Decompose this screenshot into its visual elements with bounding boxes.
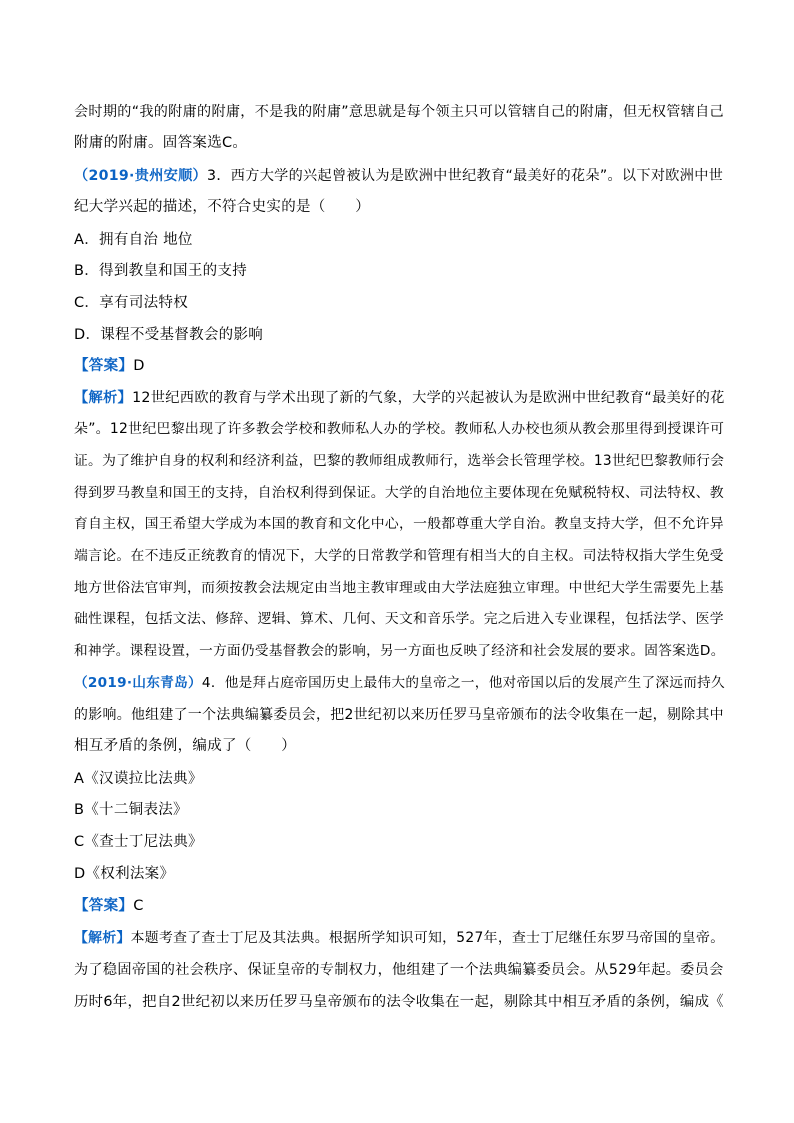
text-line: 纪大学兴起的描述，不符合史实的是（ ） — [74, 199, 370, 215]
answer-line — [74, 896, 144, 916]
option-d: D《权利法案》 — [74, 866, 175, 882]
option-c: C《查士丁尼法典》 — [74, 834, 203, 850]
answer-value: C — [133, 898, 144, 914]
question-text: 3．西方大学的兴起曾被认为是欧洲中世纪教育“最美好的花朵”。以下对欧洲中世 — [207, 168, 724, 184]
option-c: C．享有司法特权 — [74, 295, 189, 311]
option-d: D．课程不受基督教会的影响 — [74, 327, 264, 343]
analysis-label: 【解析】 — [74, 390, 133, 406]
answer-value: D — [133, 358, 145, 374]
text-line: 础性课程，包括文法、修辞、逻辑、算术、几何、天文和音乐学。完之后进入专业课程，包括法学、医学 — [74, 611, 724, 627]
question-source-tag: （2019·山东青岛） — [74, 675, 202, 691]
text-line: 历时6年，把自2世纪初以来历任罗马皇帝颁布的法令收集在一起，剔除其中相互矛盾的条例，编成《 — [74, 994, 724, 1010]
analysis-label: 【解析】 — [74, 930, 131, 946]
answer-label: 【答案】 — [74, 898, 134, 914]
question-4 — [74, 673, 725, 693]
text-line: 和神学。课程设置，一方面仍受基督教会的影响，另一方面也反映了经济和社会发展的要求。固答案选D。 — [74, 643, 725, 659]
text-line: 证。为了维护自身的权利和经济利益，巴黎的教师组成教师行，选举会长管理学校。13世纪巴黎教师行会 — [74, 453, 725, 469]
question-3 — [74, 166, 723, 186]
question-text: 4．他是拜占庭帝国历史上最伟大的皇帝之一，他对帝国以后的发展产生了深远而持久 — [201, 675, 725, 691]
text-line: 附庸的附庸。固答案选C。 — [74, 135, 248, 151]
analysis-text: 12世纪西欧的教育与学术出现了新的气象，大学的兴起被认为是欧洲中世纪教育“最美好的花 — [132, 390, 725, 406]
answer-line — [74, 356, 145, 376]
option-a: A．拥有自治 地位 — [74, 232, 193, 248]
text-line: 朵”。12世纪巴黎出现了许多教会学校和教师私人办的学校。教师私人办校也须从教会那里得到授课许可 — [74, 421, 725, 437]
text-line: 为了稳固帝国的社会秩序、保证皇帝的专制权力，他组建了一个法典编纂委员会。从529年起。委员会 — [74, 962, 724, 978]
text-line: 育自主权，国王希望大学成为本国的教育和文化中心，一般都尊重大学自治。教皇支持大学，但不允许异 — [74, 516, 724, 532]
text-line: 的影响。他组建了一个法典编纂委员会，把2世纪初以来历任罗马皇帝颁布的法令收集在一起，剔除其中 — [74, 707, 724, 723]
analysis-text: 本题考查了查士丁尼及其法典。根据所学知识可知，527年，查士丁尼继任东罗马帝国的皇帝。 — [130, 930, 725, 946]
analysis-line — [74, 928, 724, 948]
text-line: 得到罗马教皇和国王的支持，自治权利得到保证。大学的自治地位主要体现在免赋税特权、司法特权、教 — [74, 485, 724, 501]
text-line: 端言论。在不违反正统教育的情况下，大学的日常教学和管理有相当大的自主权。司法特权指大学生免受 — [74, 548, 724, 564]
option-b: B《十二铜表法》 — [74, 802, 188, 818]
text-line: 相互矛盾的条例，编成了（ ） — [74, 738, 296, 754]
text-line: 会时期的“我的附庸的附庸，不是我的附庸”意思就是每个领主只可以管辖自己的附庸，但无权管辖自己 — [74, 104, 724, 120]
answer-label: 【答案】 — [74, 358, 134, 374]
question-source-tag: （2019·贵州安顺） — [74, 168, 208, 184]
analysis-line — [74, 388, 725, 408]
option-a: A《汉谟拉比法典》 — [74, 771, 203, 787]
text-line: 地方世俗法官审判，而须按教会法规定由当地主教审理或由大学法庭独立审理。中世纪大学生需要先上基 — [74, 580, 724, 596]
option-b: B．得到教皇和国王的支持 — [74, 263, 248, 279]
